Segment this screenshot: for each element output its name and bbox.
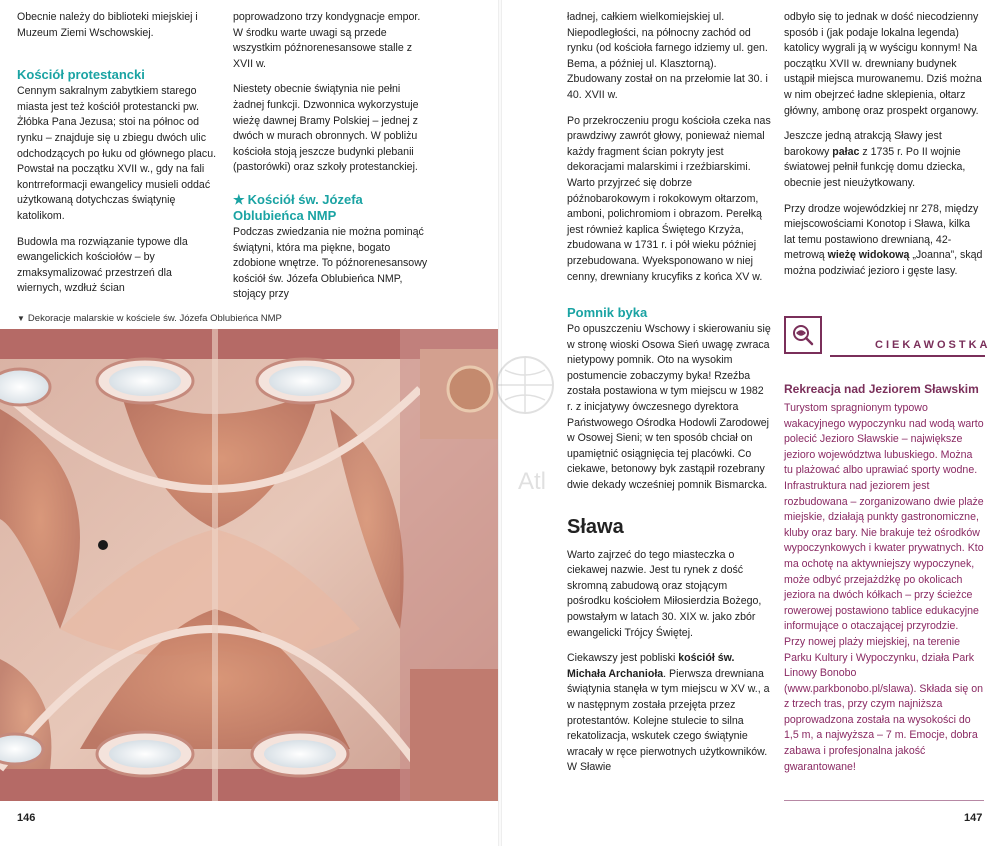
curiosity-bottom-rule xyxy=(784,800,984,801)
curiosity-label: CIEKAWOSTKA xyxy=(875,339,991,351)
magnifier-icon xyxy=(784,316,822,354)
rope-park-text: Przy nowej plaży miejskiej, na terenie Parku Kultury i Wypoczynku, działa Park Linowy Bonobo (www.parkbonobo.pl/slawa). Składa się on z trzech tras, przy czym najniższa poprowadzona została na wysokości do 1,5 m, a najwyższa – 7 m. Emocje, dobra zabawa i profesjonalna jakość gwarantowane! xyxy=(784,635,984,773)
page-number-left: 146 xyxy=(17,812,36,824)
tower-text: Przy drodze wojewódzkiej nr 278, między miejscowościami Konotop i Sława, kilka lat temu postawiono drewnianą, 42-metrową wieżę widokową „Joanna”, skąd można podziwiać jezioro i gęste lasy. xyxy=(784,202,983,277)
star-icon: ★ xyxy=(233,191,245,207)
lake-text: Turystom spragnionym typowo wakacyjnego wypoczynku nad wodą warto polecić Jezioro Sławskie – największe jezioro województwa lubuskiego. Można tu plażować albo uprawiać sporty wodne. Infrastruktura nad jeziorem jest rozbudowana – zorganizowano dwie plaże miejskie, działają punkty gastronomiczne, kluby oraz bary. Nie brakuje też ośrodków wypoczynkowych i kwater prywatnych. Kto ma ochotę na aktywniejszy wypoczynek, może odbyć przejażdżkę po okolicach jeziora na dwóch kółkach – przy ścieżce rowerowej postawiono tablice edukacyjne informujące o otaczającej przyrodzie. xyxy=(784,402,984,633)
curiosity-heading: Rekreacja nad Jeziorem Sławskim xyxy=(784,382,979,396)
left-column-1 xyxy=(17,10,217,307)
bull-monument-text: Po opuszczeniu Wschowy i skierowaniu się w stronę wioski Osowa Sień uwagę zwraca nietypowy pomnik. Oto na wysokim postumencie zobaczymy byka! Rzeźba została postawiona w tym miejscu w 1982 r. z inicjatywy ówczesnego dyrektora Państwowego Ośrodka Hodowli Zarodowej w Osowej Sieni; w ten sposób chciał on upamiętnić osiągnięcia tej placówki. Co ciekawe, betonowy byk zastąpił rozebrany dwie dekady wcześniej pomnik Bismarcka. xyxy=(567,323,771,492)
protestant-church-text: Cennym sakralnym zabytkiem starego miasta jest też kościół protestancki pw. Żłóbka Pana Jezusa; stoi na północ od rynku – znajduje się u zbiegu dwóch ulic odchodzących po łuku od głównego placu. Powstał na początku XVII w., gdy na fali kontrreformacji ewangelicy musieli oddać użytkowaną dotychczas świątynię katolikom. xyxy=(17,85,217,222)
slawa-intro-text: Warto zajrzeć do tego miasteczka o ciekawej nazwie. Jest tu rynek z dość skromną zabudową oraz stojącym pośrodku kościołem Miłosierdzia Bożego, powstałym w latach 30. XIX w. jako zbór ewangelicki Trójcy Świętej. xyxy=(567,548,762,639)
page-number-right: 147 xyxy=(964,812,983,824)
photo-caption: ▼ Dekoracje malarskie w kościele św. Józefa Oblubieńca NMP xyxy=(17,313,282,324)
arrow-down-icon: ▼ xyxy=(17,314,25,323)
heading-jozef-church: ★ Kościół św. Józefa Oblubieńca NMP xyxy=(233,191,363,223)
church-location-text: ładnej, całkiem wielkomiejskiej ul. Niepodległości, na północny zachód od rynku (od kościoła farnego idziemy ul. gen. Bema, a później ul. Klasztorną). Zbudowany został on na przełomie lat 30. i 40. XVII w. xyxy=(567,11,768,101)
church-interior-text: Po przekroczeniu progu kościoła czeka nas prawdziwy zawrót głowy, ponieważ niemal każdy fragment ścian pokryty jest dekoracjami malarskimi i rzeźbiarskimi. Warto przyjrzeć się dobrze późnobarokowym i rokokowym ołtarzom, amboni, polichromiom i obrazom. Perełką jest również kaplica Świętego Krzyża, zbudowana w 1731 r. i pół wieku później przebudowana. Wyeksponowano w niej cenny, drewniany krucyfiks z końca XV w. xyxy=(567,114,771,283)
heading-protestant-church: Kościół protestancki xyxy=(17,67,145,83)
heading-slawa: Sława xyxy=(567,515,624,538)
watermark-logo: Atl xyxy=(490,350,560,425)
protestant-building-text: Budowla ma rozwiązanie typowe dla ewangelickich kościołów – by zmaksymalizować przestrzeń dla wiernych, wzdłuż ścian xyxy=(17,235,188,295)
intro-text: Obecnie należy do biblioteki miejskiej i Muzeum Ziemi Wschowskiej. xyxy=(17,11,198,39)
right-column-1 xyxy=(567,10,772,786)
michael-church-text: Ciekawszy jest pobliski kościół św. Michała Archanioła. Pierwsza drewniana świątynia stanęła w tym miejscu w XV w., a w następnym została przejęta przez protestantów. Kolejne stulecie to silna rekatolizacja, wskutek czego świątynie wracały w ręce pierwotnych użytkowników. W Sławie xyxy=(567,652,770,774)
heading-bull-monument: Pomnik byka xyxy=(567,305,648,321)
curiosity-box xyxy=(784,382,984,775)
church-function-text: Niestety obecnie świątynia nie pełni żadnej funkcji. Dzwonnica wykorzystuje wieżę dawnej Bramy Polskiej – jednej z dwóch w murach obronnych. W pobliżu kościoła stoją jeszcze budynki plebanii (pastorówki) oraz szkoły protestanckiej. xyxy=(233,83,419,174)
right-column-2 xyxy=(784,10,984,290)
left-column-2 xyxy=(233,10,433,313)
curiosity-divider xyxy=(830,355,985,357)
empor-text: poprowadzono trzy kondygnacje empor. W środku warte uwagi są przede wszystkim późnorenesansowe stalle z XVII w. xyxy=(233,11,421,70)
church-ceiling-photo xyxy=(0,329,500,801)
palace-text: Jeszcze jedną atrakcją Sławy jest barokowy pałac z 1735 r. Po II wojnie światowej pełnił funkcję domu dziecka, obecnie jest nieużytkowany. xyxy=(784,130,966,189)
horse-race-text: odbyło się to jednak w dość niecodzienny sposób i (jak podaje lokalna legenda) katolicy wygrali ją w wyścigu konnym! Na początku XVII w. drewniany budynek ustąpił miejsca murowanemu. Dziś można w nim obejrzeć ładne sklepienia, ołtarz główny, ambonę oraz prospekt organowy. xyxy=(784,11,982,117)
jozef-church-text: Podczas zwiedzania nie można pominąć świątyni, która ma piękne, bogato zdobione wnętrze. To późnorenesansowy kościół św. Józefa Oblubieńca NMP, stojący przy xyxy=(233,225,428,301)
